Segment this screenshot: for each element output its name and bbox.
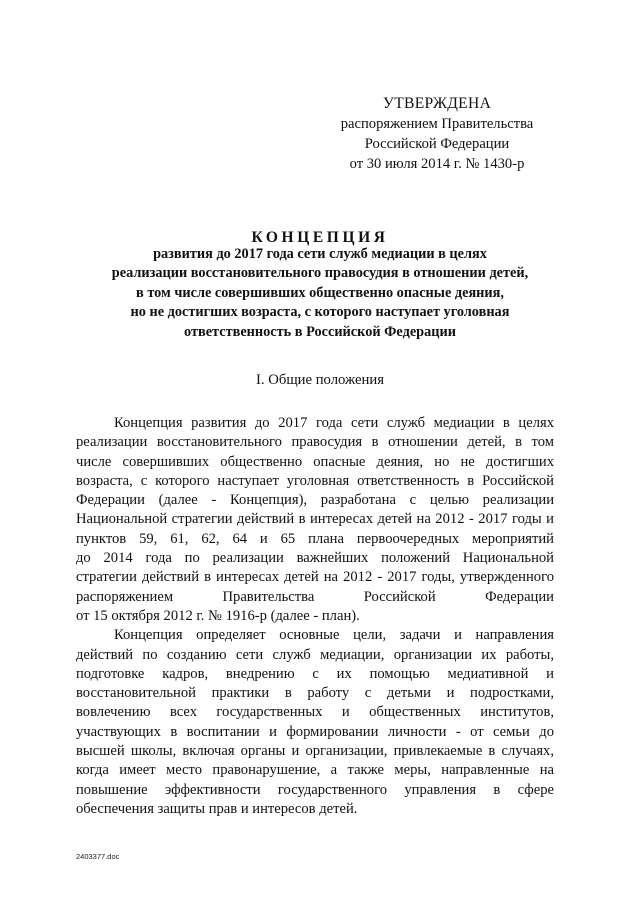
paragraph-line: повышение эффективности государственного управления в сфере [76,781,554,798]
subtitle-line: реализации восстановительного правосудия в отношении детей, [111,265,529,282]
section-title: I. Общие положения [256,372,384,388]
paragraph-line: возраста, с которого наступает уголовная ответственность в Российской [76,472,554,489]
paragraph-line: от 15 октября 2012 г. № 1916-р (далее - план). [76,607,360,624]
body-text [76,414,554,819]
document-title: КОНЦЕПЦИЯ [251,229,389,246]
paragraph-line: числе совершивших общественно опасные деяния, но не достигших [76,453,554,470]
approval-block [332,94,542,174]
paragraph-line: Национальной стратегии действий в интересах детей на 2012 - 2017 годы и [76,511,554,528]
subtitle-line: но не достигших возраста, с которого наступает уголовная [130,304,510,321]
file-name-footer: 2403377.doc [76,852,120,861]
approval-heading: УТВЕРЖДЕНА [382,95,492,112]
approval-line: Российской Федерации [364,136,510,152]
paragraph-line: когда имеет место правонарушение, а также меры, направленные на [76,762,554,779]
paragraph-line: Федерации (далее - Концепция), разработана с целью реализации [76,492,554,509]
paragraph-line: восстановительной практики в работу с детьми и подростками, [76,685,554,702]
subtitle-line: ответственность в Российской Федерации [184,323,456,340]
paragraph-line: Концепция определяет основные цели, задачи и направления [114,627,554,644]
paragraph-line: стратегии действий в интересах детей на 2012 - 2017 годы, утвержденного [76,569,554,586]
paragraph-line: пунктов 59, 61, 62, 64 и 65 плана первоочередных мероприятий [76,530,554,547]
paragraph-line: Концепция развития до 2017 года сети служб медиации в целях [114,415,554,431]
subtitle-line: развития до 2017 года сети служб медиации в целях [153,246,487,262]
approval-line: распоряжением Правительства [340,116,534,132]
paragraph-line: распоряжением Правительства Российской Федерации [76,588,554,605]
paragraph-line: обеспечения защиты прав и интересов детей. [76,800,358,817]
paragraph-line: реализации восстановительного правосудия в отношении детей, в том [76,434,554,451]
paragraph [76,626,554,819]
document-subtitle [60,245,580,342]
approval-line: от 30 июля 2014 г. № 1430-р [349,156,525,172]
subtitle-line: в том числе совершивших общественно опасные деяния, [136,284,504,301]
paragraph-line: подготовке кадров, внедрению с их помощью медиативной и [76,665,554,682]
paragraph-line: вовлечению всех государственных и общественных институтов, [76,704,554,721]
paragraph-line: участвующих в воспитании и формировании личности - от семьи до [76,723,554,740]
paragraph-line: до 2014 года по реализации важнейших положений Национальной [76,550,554,567]
paragraph-line: высшей школы, включая органы и организации, привлекаемые в случаях, [76,743,554,760]
paragraph [76,414,554,626]
paragraph-line: действий по созданию сети служб медиации, организации их работы, [76,646,554,663]
